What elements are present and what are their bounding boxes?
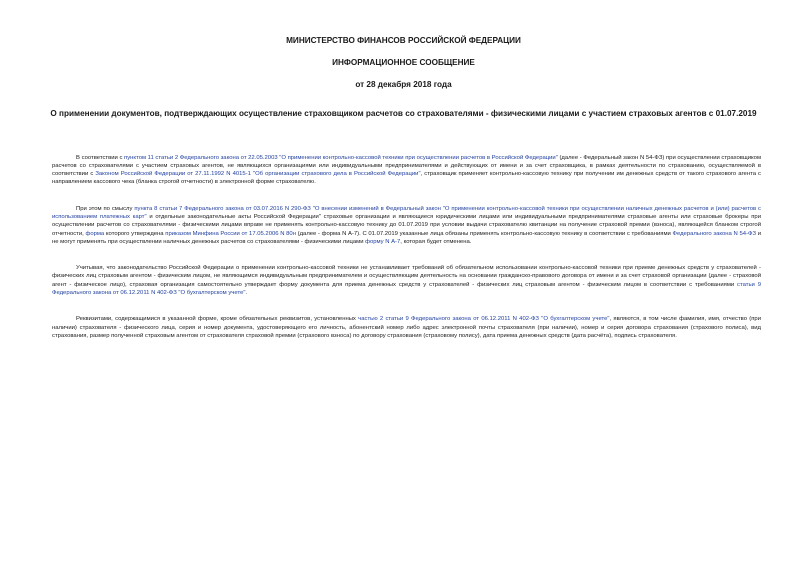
paragraph-text: (далее - Федеральный закон N 54-ФЗ) при осуществлении страховщиком расчетов со страхователями с участием страховых агентов, не являющихся организациями или индивидуальными предпринимателями и действующих от имени и за счет страховщика, в рамках деятельности по страхованию, осуществляемой в соответствии с bbox=[52, 154, 762, 178]
law-reference-link[interactable]: форму N А-7 bbox=[365, 238, 401, 245]
law-reference-link[interactable]: Федерального закона N 54-ФЗ bbox=[672, 230, 756, 237]
law-reference-link[interactable]: статьи 9 Федерального закона от 06.12.2011 N 402-ФЗ "О бухгалтерском учете" bbox=[52, 281, 761, 297]
ministry-heading: МИНИСТЕРСТВО ФИНАНСОВ РОССИЙСКОЙ ФЕДЕРАЦИИ bbox=[286, 36, 521, 45]
law-reference-link[interactable]: форма bbox=[85, 230, 105, 237]
document-type-heading: ИНФОРМАЦИОННОЕ СООБЩЕНИЕ bbox=[332, 58, 475, 67]
law-reference-link[interactable]: Законом Российской Федерации от 27.11.1992 N 4015-1 "Об организации страхового дела в Российской Федерации" bbox=[95, 171, 421, 178]
law-reference-link[interactable]: пункта 8 статьи 7 Федерального закона от 03.07.2016 N 290-ФЗ "О внесении изменений в Федеральный закон "О применении контрольно-кассовой техники при осуществлении наличных денежных расчетов и (или) расчетов с использованием платежных карт" bbox=[52, 205, 761, 220]
paragraph-text: Учитывая, что законодательство Российской Федерации о применении контрольно-кассовой техники не устанавливает требований об обязательном использовании контрольно-кассовой техники при приеме денежных средств у страхователей - физических лиц страховым агентом - физическим лицом, не являющимся индивидуальным предпринимателем и осуществляющим деятельность на основании гражданско-правового договора от имени и за счет страховой организации (далее - страховой агент - физическое лицо), страховая организация самостоятельно утверждает форму документа для приема денежных средств у страхователей - физических лиц страховым агентом - физическим лицом в соответствии с требованиями bbox=[52, 265, 761, 288]
law-reference-link[interactable]: частью 2 статьи 9 Федерального закона от 06.12.2011 N 402-ФЗ "О бухгалтерском учете" bbox=[358, 316, 610, 323]
paragraph-1 bbox=[52, 154, 761, 187]
paragraph-text: и не могут применять при осуществлении наличных денежных расчетов со страхователями - физическими лицами bbox=[52, 230, 761, 245]
paragraph-text: которого утверждена bbox=[104, 230, 166, 237]
paragraph-text: , которая будет отменена. bbox=[400, 238, 472, 245]
document-body bbox=[40, 154, 767, 341]
paragraph-text: . bbox=[245, 290, 248, 297]
paragraph-text: , являются, в том числе фамилия, имя, отчество (при наличии) страхователя - физического лица, серия и номер документа, удостоверяющего его личность, абонентский номер либо адрес электронной почты страхователя (при наличии), номер и серия договора страхования (страхового полиса), вид страхования, размер полученной страховым агентом от страхователя страховой премии (страхового взноса) по договору страхования (страховому полису), дата приема денежных средств (дата расчёта), подпись страхователя. bbox=[52, 316, 761, 339]
paragraph-text: Реквизитами, содержащимися в указанной форме, кроме обязательных реквизитов, установленных bbox=[76, 316, 359, 323]
paragraph-text: и отдельные законодательные акты Российской Федерации" страховые организации и являющиеся юридическими лицами или индивидуальными предпринимателями страховые агенты или страховые брокеры при осуществлении расчетов со страхователями - физическими лицами вправе не применять контрольно-кассовую технику до 01.07.2019 при условии выдачи страхователю квитанции на получение страховой премии (взноса), являющейся бланком строгой отчетности, bbox=[52, 213, 761, 237]
paragraph-text: (далее - форма N А-7). С 01.07.2019 указанные лица обязаны применять контрольно-кассовую технику в соответствии с требованиями bbox=[295, 230, 673, 237]
paragraph-4 bbox=[52, 315, 761, 340]
paragraph-text: В соответствии с bbox=[76, 154, 125, 161]
law-reference-link[interactable]: приказом Минфина России от 17.05.2006 N 80н bbox=[165, 230, 296, 237]
paragraph-text: , страховщик применяет контрольно-кассовую технику при получении им денежных средств от такого страхового агента с направлением кассового чека (бланка строгой отчетности) в электронной форме страхователю. bbox=[52, 171, 761, 186]
document-title: О применении документов, подтверждающих осуществление страховщиком расчетов со страхователями - физическими лицами с участием страховых агентов с 01.07.2019 bbox=[50, 109, 757, 118]
paragraph-2 bbox=[52, 205, 761, 246]
law-reference-link[interactable]: пунктом 11 статьи 2 Федерального закона от 22.05.2003 "О применении контрольно-кассовой техники при осуществлении расчетов в Российской Федерации" bbox=[124, 154, 558, 161]
document-date: от 28 декабря 2018 года bbox=[355, 80, 452, 89]
paragraph-text: При этом по смыслу bbox=[76, 205, 135, 212]
paragraph-3 bbox=[52, 264, 761, 297]
